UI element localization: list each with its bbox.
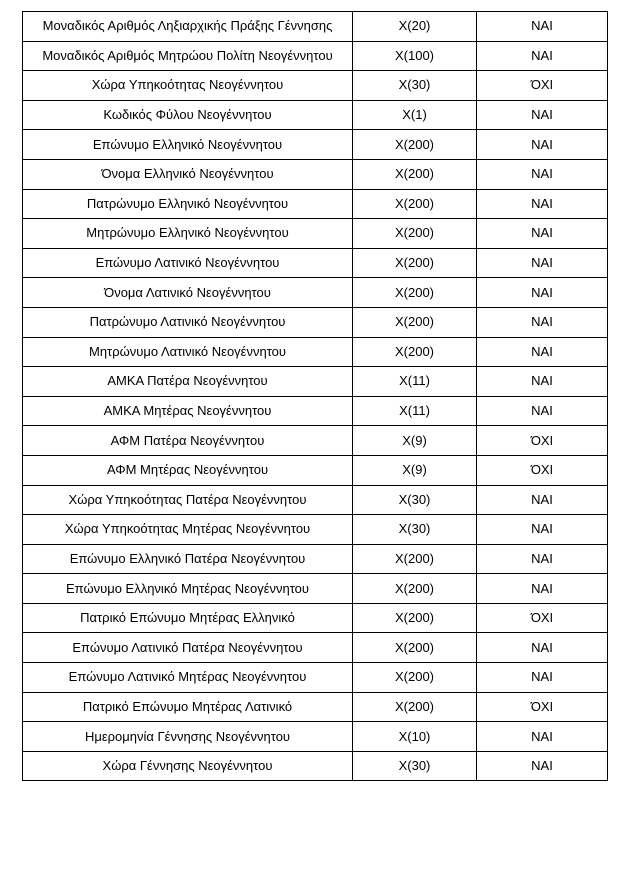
field-name-cell: Μητρώνυμο Ελληνικό Νεογέννητου	[23, 219, 353, 249]
field-required-cell: ΝΑΙ	[477, 159, 608, 189]
table-row	[23, 307, 608, 337]
field-name-cell: Πατρώνυμο Ελληνικό Νεογέννητου	[23, 189, 353, 219]
table-row	[23, 219, 608, 249]
field-name-cell: Χώρα Γέννησης Νεογέννητου	[23, 751, 353, 781]
field-name-cell: ΑΜΚΑ Μητέρας Νεογέννητου	[23, 396, 353, 426]
field-type-cell: Χ(200)	[353, 663, 477, 693]
field-required-cell: ΝΑΙ	[477, 248, 608, 278]
field-type-cell: Χ(30)	[353, 71, 477, 101]
field-name-cell: Μοναδικός Αριθμός Μητρώου Πολίτη Νεογέννητου	[23, 41, 353, 71]
field-type-cell: Χ(9)	[353, 455, 477, 485]
field-required-cell: ΝΑΙ	[477, 307, 608, 337]
table-row	[23, 100, 608, 130]
field-type-cell: Χ(30)	[353, 515, 477, 545]
table-row	[23, 574, 608, 604]
field-name-cell: Επώνυμο Ελληνικό Νεογέννητου	[23, 130, 353, 160]
table-row	[23, 396, 608, 426]
field-name-cell: Κωδικός Φύλου Νεογέννητου	[23, 100, 353, 130]
field-name-cell: Πατρώνυμο Λατινικό Νεογέννητου	[23, 307, 353, 337]
table-row	[23, 485, 608, 515]
field-type-cell: Χ(30)	[353, 485, 477, 515]
field-required-cell: ΝΑΙ	[477, 751, 608, 781]
field-name-cell: Επώνυμο Ελληνικό Πατέρα Νεογέννητου	[23, 544, 353, 574]
field-required-cell: ΝΑΙ	[477, 41, 608, 71]
table-row	[23, 515, 608, 545]
field-type-cell: Χ(200)	[353, 544, 477, 574]
field-name-cell: Επώνυμο Λατινικό Μητέρας Νεογέννητου	[23, 663, 353, 693]
fields-table	[22, 11, 608, 781]
field-name-cell: ΑΦΜ Μητέρας Νεογέννητου	[23, 455, 353, 485]
table-row	[23, 367, 608, 397]
field-required-cell: ΌΧΙ	[477, 71, 608, 101]
table-row	[23, 544, 608, 574]
table-row	[23, 337, 608, 367]
table-row	[23, 278, 608, 308]
field-type-cell: Χ(11)	[353, 367, 477, 397]
field-required-cell: ΝΑΙ	[477, 515, 608, 545]
field-name-cell: Μοναδικός Αριθμός Ληξιαρχικής Πράξης Γέννησης	[23, 12, 353, 42]
field-name-cell: Επώνυμο Λατινικό Νεογέννητου	[23, 248, 353, 278]
field-name-cell: Πατρικό Επώνυμο Μητέρας Λατινικό	[23, 692, 353, 722]
field-name-cell: Επώνυμο Λατινικό Πατέρα Νεογέννητου	[23, 633, 353, 663]
table-row	[23, 130, 608, 160]
field-type-cell: Χ(200)	[353, 574, 477, 604]
field-type-cell: Χ(200)	[353, 337, 477, 367]
field-required-cell: ΝΑΙ	[477, 574, 608, 604]
field-required-cell: ΝΑΙ	[477, 219, 608, 249]
field-required-cell: ΝΑΙ	[477, 544, 608, 574]
field-type-cell: Χ(20)	[353, 12, 477, 42]
field-required-cell: ΝΑΙ	[477, 337, 608, 367]
table-row	[23, 71, 608, 101]
table-row	[23, 12, 608, 42]
field-type-cell: Χ(200)	[353, 159, 477, 189]
table-row	[23, 751, 608, 781]
field-required-cell: ΝΑΙ	[477, 663, 608, 693]
field-name-cell: Όνομα Ελληνικό Νεογέννητου	[23, 159, 353, 189]
field-required-cell: ΝΑΙ	[477, 278, 608, 308]
table-row	[23, 722, 608, 752]
field-type-cell: Χ(1)	[353, 100, 477, 130]
field-required-cell: ΝΑΙ	[477, 722, 608, 752]
field-type-cell: Χ(100)	[353, 41, 477, 71]
field-name-cell: ΑΜΚΑ Πατέρα Νεογέννητου	[23, 367, 353, 397]
table-row	[23, 41, 608, 71]
field-type-cell: Χ(10)	[353, 722, 477, 752]
table-row	[23, 159, 608, 189]
table-row	[23, 248, 608, 278]
field-type-cell: Χ(30)	[353, 751, 477, 781]
field-required-cell: ΝΑΙ	[477, 485, 608, 515]
field-type-cell: Χ(200)	[353, 130, 477, 160]
table-row	[23, 663, 608, 693]
field-type-cell: Χ(9)	[353, 426, 477, 456]
fields-table-body	[23, 12, 608, 781]
field-required-cell: ΝΑΙ	[477, 100, 608, 130]
field-required-cell: ΝΑΙ	[477, 633, 608, 663]
field-required-cell: ΌΧΙ	[477, 603, 608, 633]
field-required-cell: ΝΑΙ	[477, 396, 608, 426]
field-required-cell: ΝΑΙ	[477, 130, 608, 160]
field-type-cell: Χ(200)	[353, 189, 477, 219]
field-type-cell: Χ(200)	[353, 603, 477, 633]
field-type-cell: Χ(11)	[353, 396, 477, 426]
field-name-cell: Επώνυμο Ελληνικό Μητέρας Νεογέννητου	[23, 574, 353, 604]
table-row	[23, 692, 608, 722]
field-name-cell: Όνομα Λατινικό Νεογέννητου	[23, 278, 353, 308]
field-type-cell: Χ(200)	[353, 692, 477, 722]
field-name-cell: Ημερομηνία Γέννησης Νεογέννητου	[23, 722, 353, 752]
table-row	[23, 426, 608, 456]
field-required-cell: ΝΑΙ	[477, 367, 608, 397]
field-required-cell: ΌΧΙ	[477, 426, 608, 456]
field-type-cell: Χ(200)	[353, 248, 477, 278]
field-name-cell: Πατρικό Επώνυμο Μητέρας Ελληνικό	[23, 603, 353, 633]
field-name-cell: Μητρώνυμο Λατινικό Νεογέννητου	[23, 337, 353, 367]
field-required-cell: ΌΧΙ	[477, 692, 608, 722]
table-row	[23, 603, 608, 633]
table-row	[23, 189, 608, 219]
field-name-cell: Χώρα Υπηκοότητας Νεογέννητου	[23, 71, 353, 101]
field-type-cell: Χ(200)	[353, 633, 477, 663]
field-required-cell: ΝΑΙ	[477, 189, 608, 219]
field-type-cell: Χ(200)	[353, 307, 477, 337]
table-row	[23, 633, 608, 663]
field-required-cell: ΝΑΙ	[477, 12, 608, 42]
field-type-cell: Χ(200)	[353, 278, 477, 308]
table-row	[23, 455, 608, 485]
field-name-cell: Χώρα Υπηκοότητας Πατέρα Νεογέννητου	[23, 485, 353, 515]
field-name-cell: ΑΦΜ Πατέρα Νεογέννητου	[23, 426, 353, 456]
field-required-cell: ΌΧΙ	[477, 455, 608, 485]
field-type-cell: Χ(200)	[353, 219, 477, 249]
field-name-cell: Χώρα Υπηκοότητας Μητέρας Νεογέννητου	[23, 515, 353, 545]
